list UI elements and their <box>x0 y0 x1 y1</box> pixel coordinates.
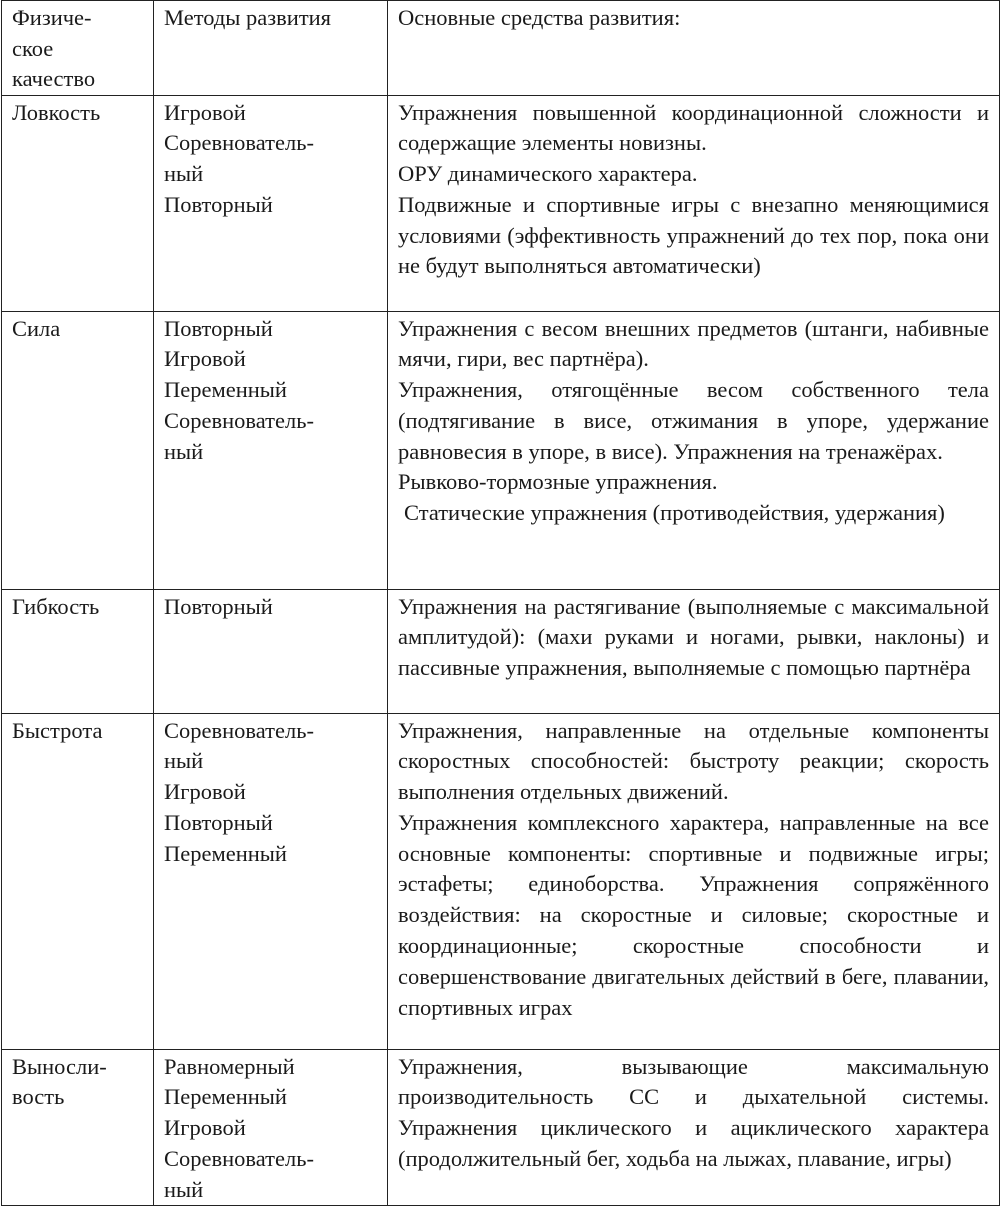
method-item: Соревнователь- <box>164 717 314 743</box>
means-cell <box>388 311 1000 589</box>
means-paragraph: Упражнения, вызывающие максимальную производительность СС и дыхательной системы. Упражнения циклического и ациклического характера (продолжительный бег, ходьба на лыжах, плавание, игры) <box>398 1053 989 1171</box>
header-quality-line: ское <box>12 35 54 61</box>
quality-cell <box>2 589 154 713</box>
quality-cell <box>2 1049 154 1206</box>
quality-cell <box>2 311 154 589</box>
header-methods-cell <box>154 1 388 96</box>
quality-cell <box>2 713 154 1049</box>
methods-cell <box>154 311 388 589</box>
method-item: Повторный <box>164 191 273 217</box>
method-item: Повторный <box>164 593 273 619</box>
means-paragraph: Упражнения с весом внешних предметов (штанги, набивные мячи, гири, вес партнёра). <box>398 315 989 372</box>
method-item: Повторный <box>164 315 273 341</box>
method-item: Соревнователь- <box>164 1145 314 1171</box>
method-item: Игровой <box>164 99 246 125</box>
means-paragraph: Упражнения комплексного характера, направленные на все основные компоненты: спортивные и подвижные игры; эстафеты; единоборства. Упражнения сопряжённого воздействия: на скоростные и силовые; скоростные и координационные; скоростные способности и совершенствование двигательных действий в беге, плавании, спортивных играх <box>398 809 989 1020</box>
means-paragraph: Упражнения, отягощённые весом собственного тела (подтягивание в висе, отжимания в упоре, удержание равновесия в упоре, в висе). Упражнения на тренажёрах. <box>398 377 989 464</box>
physical-qualities-table <box>1 0 1000 1206</box>
methods-cell <box>154 713 388 1049</box>
header-quality-line: качество <box>12 66 96 91</box>
methods-cell <box>154 589 388 713</box>
means-cell <box>388 1049 1000 1206</box>
method-item: Соревнователь- <box>164 407 314 433</box>
means-paragraph: Подвижные и спортивные игры с внезапно меняющимися условиями (эффективность упражнений до тех пор, пока они не будут выполняться автоматически) <box>398 191 989 279</box>
means-paragraph: Упражнения на растягивание (выполняемые с максимальной амплитудой): (махи руками и ногами, рывки, наклоны) и пассивные упражнения, выполняемые с помощью партнёра <box>398 593 989 681</box>
means-cell <box>388 589 1000 713</box>
table-row-endurance <box>2 1049 1000 1206</box>
method-item: Соревнователь- <box>164 130 314 156</box>
table-row-agility <box>2 95 1000 311</box>
header-means-text: Основные средства развития: <box>398 5 681 30</box>
table-row-speed <box>2 713 1000 1049</box>
quality-text: Сила <box>12 315 61 341</box>
method-item: ный <box>164 438 204 464</box>
quality-cell <box>2 95 154 311</box>
means-paragraph: ОРУ динамического характера. <box>398 161 698 187</box>
method-item: Игровой <box>164 1115 246 1141</box>
quality-text: Выносли- <box>12 1053 107 1079</box>
means-paragraph: Рывково-тормозные упражнения. <box>398 469 718 495</box>
header-quality-cell <box>2 1 154 96</box>
method-item: Игровой <box>164 346 246 372</box>
table-row-flexibility <box>2 589 1000 713</box>
means-cell <box>388 95 1000 311</box>
header-quality-line: Физиче- <box>12 5 92 30</box>
header-means-cell <box>388 1 1000 96</box>
means-paragraph: Упражнения повышенной координационной сложности и содержащие элементы новизны. <box>398 99 989 156</box>
means-paragraph: Упражнения, направленные на отдельные компоненты скоростных способностей: быстроту реакции; скорость выполнения отдельных движений. <box>398 717 989 805</box>
method-item: Переменный <box>164 1084 287 1110</box>
quality-text: Ловкость <box>12 99 101 125</box>
method-item: ный <box>164 1176 204 1202</box>
quality-text: вость <box>12 1084 65 1110</box>
method-item: Равномерный <box>164 1053 295 1079</box>
means-paragraph: Статические упражнения (противодействия, удержания) <box>404 500 945 526</box>
methods-cell <box>154 1049 388 1206</box>
table-row-strength <box>2 311 1000 589</box>
header-methods-text: Методы развития <box>164 5 332 30</box>
method-item: Игровой <box>164 779 246 805</box>
method-item: Переменный <box>164 377 287 403</box>
means-cell <box>388 713 1000 1049</box>
quality-text: Гибкость <box>12 593 100 619</box>
method-item: Переменный <box>164 840 287 866</box>
method-item: Повторный <box>164 809 273 835</box>
method-item: ный <box>164 161 204 187</box>
methods-cell <box>154 95 388 311</box>
header-row <box>2 1 1000 96</box>
method-item: ный <box>164 748 204 774</box>
quality-text: Быстрота <box>12 717 103 743</box>
